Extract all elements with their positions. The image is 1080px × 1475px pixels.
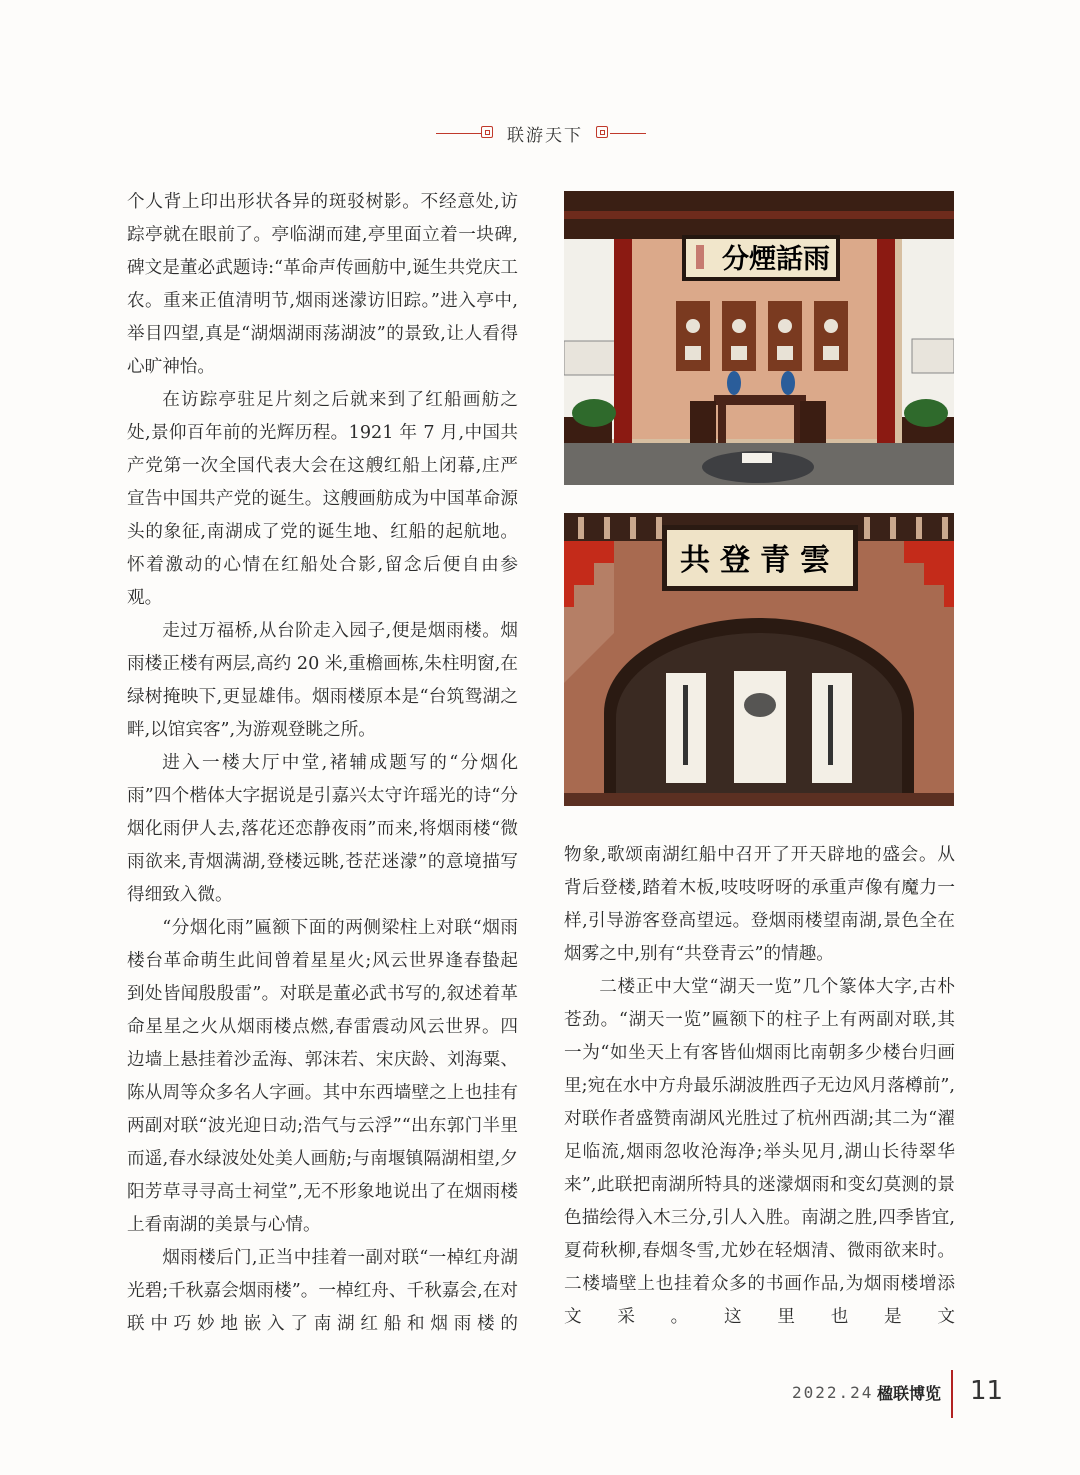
hall-interior-photo xyxy=(564,191,954,485)
paragraph: 走过万福桥,从台阶走入园子,便是烟雨楼。烟雨楼正楼有两层,高约 20 米,重檐画栋,朱柱明窗,在绿树掩映下,更显雄伟。烟雨楼原本是“台筑鸳湖之畔,以馆宾客”,为游观登眺之所。 xyxy=(127,621,518,740)
right-text-column xyxy=(564,839,955,1334)
paragraph: 个人背上印出形状各异的斑驳树影。不经意处,访踪亭就在眼前了。亭临湖而建,亭里面立着一块碑,碑文是董必武题诗:“革命声传画舫中,诞生共党庆工农。重来正值清明节,烟雨迷濛访旧踪。”进入亭中,举目四望,真是“湖烟湖雨荡湖波”的景致,让人看得心旷神怡。 xyxy=(127,192,518,377)
hall-interior-illustration xyxy=(564,191,954,485)
header-rule-left xyxy=(436,133,482,134)
issue-date: 2022.24 xyxy=(792,1383,874,1402)
section-header xyxy=(0,118,1080,150)
page-number: 11 xyxy=(970,1376,1004,1406)
fret-knot-icon xyxy=(481,126,493,138)
section-title: 联游天下 xyxy=(507,126,583,146)
stairway-plaque-photo xyxy=(564,513,954,806)
fret-knot-icon xyxy=(596,126,608,138)
left-text-column xyxy=(127,186,518,1341)
paragraph: 在访踪亭驻足片刻之后就来到了红船画舫之处,景仰百年前的光辉历程。1921 年 7 月,中国共产党第一次全国代表大会在这艘红船上闭幕,庄严宣告中国共产党的诞生。这艘画舫成为中国革命源头的象征,南湖成了党的诞生地、红船的起航地。怀着激动的心情在红船处合影,留念后便自由参观。 xyxy=(127,390,518,608)
stair-plaque-text: 共登青雲 xyxy=(680,543,840,578)
paragraph: 进入一楼大厅中堂,褚辅成题写的“分烟化雨”四个楷体大字据说是引嘉兴太守许瑶光的诗“分烟化雨伊人去,落花还恋静夜雨”而来,将烟雨楼“微雨欲来,青烟满湖,登楼远眺,苍茫迷濛”的意境描写得细致入微。 xyxy=(127,753,518,905)
footer-divider xyxy=(951,1370,953,1418)
paragraph: 物象,歌颂南湖红船中召开了开天辟地的盛会。从背后登楼,踏着木板,吱吱呀呀的承重声像有魔力一样,引导游客登高望远。登烟雨楼望南湖,景色全在烟雾之中,别有“共登青云”的情趣。 xyxy=(564,845,955,964)
magazine-name: 楹联博览 xyxy=(877,1384,942,1403)
paragraph: “分烟化雨”匾额下面的两侧梁柱上对联“烟雨楼台革命萌生此间曾着星星火;风云世界逢春蛰起到处皆闻殷殷雷”。对联是董必武书写的,叙述着革命星星之火从烟雨楼点燃,春雷震动风云世界。四边墙上悬挂着沙孟海、郭沫若、宋庆龄、刘海粟、陈从周等众多名人字画。其中东西墙壁之上也挂有两副对联“波光迎日动;浩气与云浮”“出东郭门半里而遥,春水绿波处处美人画舫;与南堰镇隔湖相望,夕阳芳草寻寻高士祠堂”,无不形象地说出了在烟雨楼上看南湖的美景与心情。 xyxy=(127,918,518,1235)
header-rule-right xyxy=(610,133,646,134)
stairway-illustration xyxy=(564,513,954,806)
paragraph: 烟雨楼后门,正当中挂着一副对联“一棹红舟湖光碧;千秋嘉会烟雨楼”。一棹红舟、千秋嘉会,在对联中巧妙地嵌入了南湖红船和烟雨楼的 xyxy=(127,1248,518,1334)
paragraph: 二楼正中大堂“湖天一览”几个篆体大字,古朴苍劲。“湖天一览”匾额下的柱子上有两副对联,其一为“如坐天上有客皆仙烟雨比南朝多少楼台归画里;宛在水中方舟最乐湖波胜西子无边风月落樽前”,对联作者盛赞南湖风光胜过了杭州西湖;其二为“濯足临流,烟雨忽收沧海净;举头见月,湖山长待翠华来”,此联把南湖所特具的迷濛烟雨和变幻莫测的景色描绘得入木三分,引人入胜。南湖之胜,四季皆宜,夏荷秋柳,春烟冬雪,尤妙在轻烟清、微雨欲来时。二楼墙壁上也挂着众多的书画作品,为烟雨楼增添文采。这里也是文 xyxy=(564,977,955,1327)
hall-plaque-text: 分煙話雨 xyxy=(722,244,830,275)
